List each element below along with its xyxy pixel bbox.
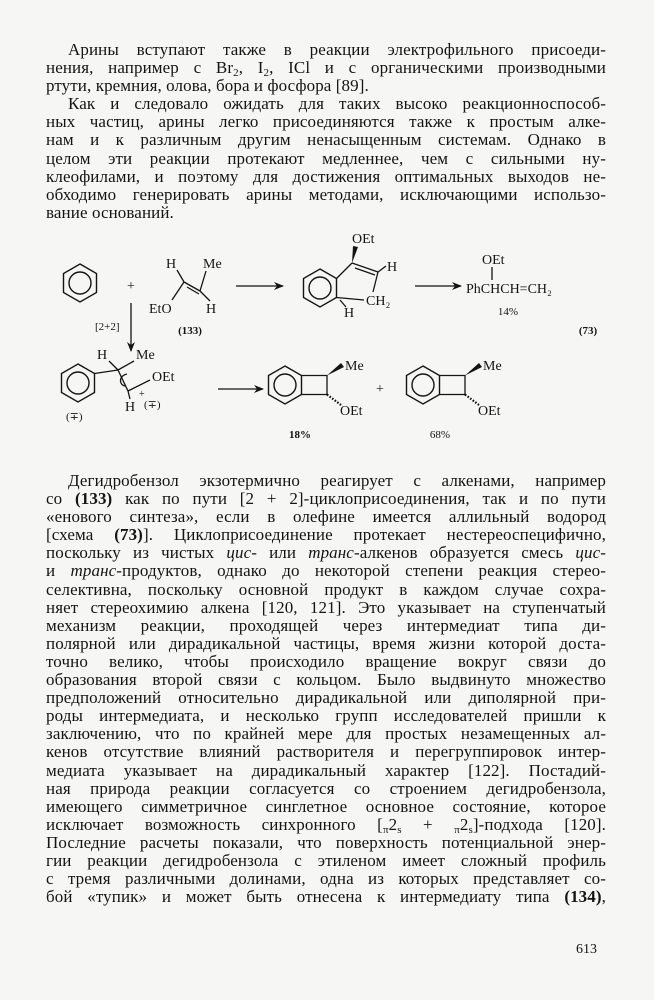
text-run: алкенов образуется смесь (359, 543, 576, 563)
text-run: точно велико, чтобы происходило вращение вокруг связи до (46, 651, 606, 671)
text-run: как по пути [2 + 2]-циклоприсоединения, так и по пути (112, 489, 606, 509)
text-line (46, 671, 606, 689)
product1-me: Me (345, 359, 364, 374)
bold-reference: (73) (114, 525, 143, 545)
paragraph-dehydrobenzene-alkenes (46, 472, 606, 906)
text-line (46, 689, 606, 707)
subscript: π (382, 823, 389, 836)
plus-sign: + (376, 382, 384, 397)
text-line (46, 58, 607, 80)
text-run: ная природа реакции согласуется со строением дегидробензола, (46, 778, 606, 798)
text-run: [схема (46, 525, 115, 545)
page-number: 613 (576, 942, 597, 957)
product2-me: Me (483, 359, 502, 374)
cycloaddition-step (95, 303, 131, 351)
text-run: , (601, 887, 606, 907)
alkene-me: Me (203, 257, 222, 272)
subscript: π (454, 823, 460, 836)
text-run: целом эти реакции протекают медленнее, чем с сильными ну- (46, 148, 606, 168)
italic-term: цис- (226, 543, 257, 563)
intermediate-charge-plus: + (139, 389, 145, 400)
text-run: вание оснований. (46, 202, 174, 222)
text-line (46, 816, 606, 834)
text-run: нения, например с Br (46, 58, 234, 78)
text-line (46, 41, 606, 59)
text-run: Последние расчеты показали, что поверхность потенциальной энер- (46, 832, 606, 852)
text-line (46, 77, 606, 95)
text-run: няет стереохимию алкена [120, 121]. Это указывает на ступенчатый (46, 597, 606, 617)
product2-oet: OEt (478, 404, 501, 419)
text-line (46, 472, 606, 490)
text-line (46, 150, 606, 168)
alkene-h-bottom: H (206, 302, 217, 317)
subscript: 2 (263, 67, 270, 80)
reaction-scheme-73 (0, 222, 654, 448)
text-run: имеющего симметричное синглетное основное состояние, которое (46, 796, 606, 816)
bold-reference: (133) (75, 489, 113, 509)
text-line (46, 204, 606, 222)
text-run: ных частиц, арины легко присоединяются также к простым алке- (46, 112, 606, 132)
text-run: 2 (459, 814, 469, 834)
product2-yield: 68% (429, 429, 451, 441)
text-run: кенов отсутствие влияний растворителя и перегруппировок интер- (46, 742, 606, 762)
text-run: образования второй связи с кольцом. Было выдвинуто множество (46, 670, 606, 690)
plus-sign: + (127, 279, 135, 294)
cycloadduct-2 (407, 359, 502, 441)
ene-adduct-h-right: H (387, 260, 398, 275)
text-line (46, 508, 606, 526)
text-line (46, 131, 606, 149)
text-line (46, 113, 606, 131)
text-run: клеофилами, и поэтому для достижения оптимальных выходов не- (46, 166, 606, 186)
text-run: роды интермедиата, и несколько групп исследователей пришли к (46, 706, 606, 726)
intermediate (62, 348, 175, 423)
ene-adduct-h-bottom: H (344, 306, 355, 321)
text-run: или (256, 543, 309, 563)
text-run: , ICl и с органическими производными (269, 58, 607, 78)
subscript: s (468, 823, 473, 836)
text-run: ]. Циклоприсоединение протекает нестереоспецифично, (142, 525, 606, 545)
text-run: механизм реакции, проходящей через интермедиат типа ди- (46, 615, 606, 635)
ene-adduct-ch2: CH₂ (366, 294, 391, 309)
ene-product (466, 253, 552, 318)
product1-yield: 18% (289, 429, 311, 441)
text-run: продуктов, однако до некоторой степени реакция стерео- (122, 561, 606, 581)
text-run: + (401, 814, 455, 834)
compound-label-133: (133) (178, 325, 202, 337)
intermediate-charge-ring: (∓) (66, 411, 83, 423)
text-line (46, 635, 606, 653)
text-line (46, 798, 606, 816)
text-run: селективна, поскольку основной продукт в каждом случае сохра- (46, 579, 606, 599)
text-line (46, 707, 606, 725)
text-run: исключает возможность синхронного [ (46, 814, 383, 834)
intermediate-h-bottom: H (125, 400, 136, 415)
text-run: ртути, кремния, олова, бора и фосфора [89]. (46, 76, 369, 96)
scheme-number: (73) (578, 325, 598, 337)
alkene-h-top: H (166, 257, 177, 272)
text-line (46, 581, 606, 599)
ene-adduct-oet: OEt (352, 232, 375, 247)
benzene-reactant (64, 264, 97, 302)
subscript: s (397, 823, 402, 836)
text-run: заключению, что по крайней мере для простых незамещенных ал- (46, 724, 606, 744)
text-run: 2 (388, 814, 398, 834)
paragraph-arynes-electrophilic (46, 41, 606, 95)
text-run: медиата указывает на дирадикальный характер [122]. Постадий- (46, 760, 606, 780)
text-run: Как и следовало ожидать для таких высоко реакционноспособ- (68, 94, 606, 114)
text-line (46, 653, 606, 671)
ene-product-oet: OEt (482, 253, 505, 268)
step-label: [2+2] (95, 321, 120, 333)
text-run: полярной или дирадикальной частицы, время жизни которой доста- (46, 633, 606, 653)
text-run: со (46, 489, 75, 509)
intermediate-oet: OEt (152, 370, 175, 385)
text-block-top (46, 41, 606, 222)
text-run: гии реакции дегидробензола с этиленом имеет сложный профиль (46, 850, 606, 870)
text-line (46, 870, 606, 888)
text-line (46, 834, 606, 852)
text-line (46, 617, 606, 635)
text-line (46, 888, 606, 906)
italic-term: цис- (575, 543, 606, 563)
text-line (46, 725, 606, 743)
product1-oet: OEt (340, 404, 363, 419)
text-line (46, 599, 606, 617)
text-run: предположений относительно дирадикальной или диполярной при- (46, 688, 606, 708)
cycloadduct-1 (269, 359, 364, 441)
text-run: , I (238, 58, 264, 78)
text-line (46, 490, 606, 508)
ene-product-yield: 14% (497, 306, 519, 318)
alkene-eto: EtO (149, 302, 172, 317)
text-run: и (46, 561, 71, 581)
ene-product-formula: PhCHCH=CH₂ (466, 282, 552, 297)
text-run: Арины вступают также в реакции электрофильного присоеди- (68, 40, 606, 59)
text-line (46, 780, 606, 798)
italic-term: транс- (70, 561, 123, 581)
text-line (46, 186, 606, 204)
alkene-133 (149, 257, 222, 337)
text-block-bottom (46, 472, 606, 906)
text-run: с тремя различными долинами, одна из которых представляет со- (46, 869, 606, 889)
italic-term: транс- (308, 543, 360, 563)
intermediate-h-top: H (97, 348, 108, 363)
text-run: ]-подхода [120]. (472, 814, 607, 834)
text-run: нам и к различным другим ненасыщенным системам. Однако в (46, 130, 606, 150)
text-run: Дегидробензол экзотермично реагирует с алкенами, например (68, 471, 606, 490)
text-line (46, 762, 606, 780)
text-line (46, 168, 606, 186)
paragraph-arynes-alkenes (46, 95, 606, 222)
bold-reference: (134) (564, 887, 602, 907)
text-run: «енового синтеза», если в олефине имеется аллильный водород (46, 507, 606, 527)
text-run: поскольку из чистых (46, 543, 227, 563)
subscript: 2 (233, 67, 239, 80)
text-run: бой «тупик» и может быть отнесена к интермедиату типа (46, 887, 565, 907)
text-run: обходимо генерировать арины методами, исключающими использо- (46, 184, 606, 204)
ene-adduct (304, 232, 398, 321)
text-line (46, 526, 606, 544)
text-line (46, 852, 606, 870)
intermediate-me: Me (136, 348, 155, 363)
intermediate-charge-carbon: (∓) (144, 399, 161, 411)
text-line (46, 95, 606, 113)
text-line (46, 544, 606, 562)
text-line (46, 562, 606, 580)
text-line (46, 743, 606, 761)
